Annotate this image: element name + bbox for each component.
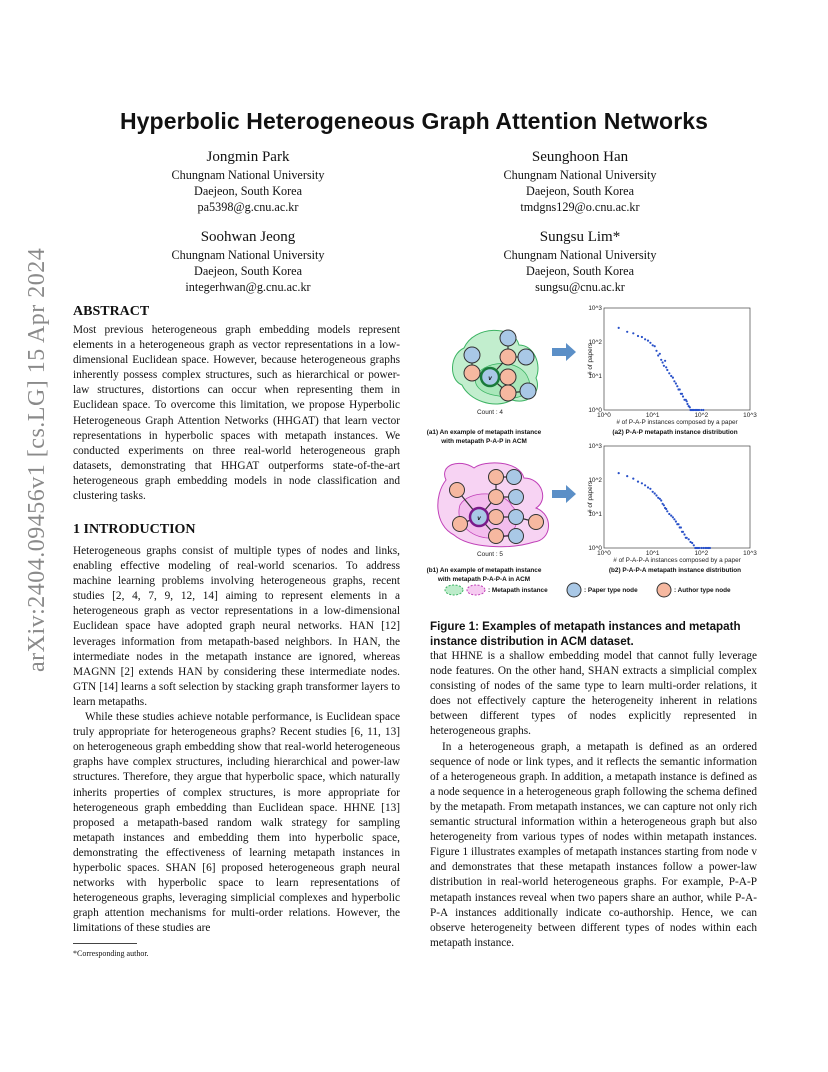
label-b1-line2: with metapath P-A-P-A in ACM <box>437 576 531 583</box>
data-point <box>647 340 649 342</box>
data-point <box>654 345 656 347</box>
arrow-icon <box>552 485 576 503</box>
data-point <box>644 338 646 340</box>
label-a2: (a2) P-A-P metapath instance distribution <box>612 429 738 436</box>
x-tick-label: 10^3 <box>743 412 757 419</box>
data-point <box>641 336 643 338</box>
author-node <box>450 483 465 498</box>
paper-node <box>520 383 536 399</box>
chart-a2 <box>587 305 757 426</box>
data-point <box>676 385 678 387</box>
data-point <box>626 475 628 477</box>
data-point <box>637 335 639 337</box>
y-axis-label: # of papers <box>587 481 594 513</box>
x-tick-label: 10^3 <box>743 550 757 557</box>
plot-frame <box>604 308 750 410</box>
y-tick-label: 10^2 <box>588 477 602 484</box>
author-email: tmdgns129@o.cnu.ac.kr <box>520 200 640 214</box>
x-tick-label: 10^0 <box>597 550 611 557</box>
label-a1-line1: (a1) An example of metapath instance <box>426 429 542 436</box>
intro-text <box>73 544 400 936</box>
author-affiliation: Chungnam National University <box>171 168 325 182</box>
author-node <box>464 365 480 381</box>
abstract-text <box>73 323 400 504</box>
data-point <box>662 361 664 363</box>
data-point <box>679 388 681 390</box>
paper-node <box>509 490 524 505</box>
data-point <box>655 350 657 352</box>
y-tick-label: 10^0 <box>588 545 602 552</box>
author-node <box>489 510 504 525</box>
author-affiliation: Chungnam National University <box>171 248 325 262</box>
data-point <box>641 482 643 484</box>
arxiv-id: arXiv:2404.09456v1 [cs.LG] 15 Apr 2024 <box>24 247 50 672</box>
author-email: integerhwan@g.cnu.ac.kr <box>185 280 311 294</box>
data-point <box>693 544 695 546</box>
chart-b2 <box>587 443 757 564</box>
data-point <box>665 366 667 368</box>
author-location: Daejeon, South Korea <box>194 184 302 198</box>
data-point <box>666 510 668 512</box>
data-point <box>632 478 634 480</box>
node-label: v <box>488 375 492 382</box>
data-point <box>673 380 675 382</box>
x-axis-label: # of P-A-P instances composed by a paper <box>616 419 738 426</box>
author-node <box>489 470 504 485</box>
data-point <box>681 393 683 395</box>
x-tick-label: 10^0 <box>597 412 611 419</box>
paper-node <box>509 510 524 525</box>
data-point <box>677 523 679 525</box>
data-point <box>660 499 662 501</box>
graph-b1 <box>438 463 549 547</box>
author-affiliation: Chungnam National University <box>503 248 657 262</box>
data-point <box>683 533 685 535</box>
count-a: Count : 4 <box>477 409 503 416</box>
author-node <box>500 385 516 401</box>
data-point <box>618 472 620 474</box>
legend-author-label: : Author type node <box>674 587 731 594</box>
y-tick-label: 10^2 <box>588 339 602 346</box>
data-point <box>618 327 620 329</box>
figure-caption: Figure 1: Examples of metapath instances and metapath instance distribution in ACM dataset. <box>430 620 741 648</box>
x-tick-label: 10^2 <box>694 412 709 419</box>
data-point <box>670 375 672 377</box>
author-node <box>489 490 504 505</box>
data-point <box>691 542 693 544</box>
author-name: Sungsu Lim* <box>539 229 621 245</box>
author-email: pa5398@g.cnu.ac.kr <box>197 200 299 214</box>
metapath-legend-pink <box>467 585 485 595</box>
data-point <box>670 515 672 517</box>
data-point <box>644 484 646 486</box>
node-label: v <box>477 515 481 522</box>
intro-paragraph-1: Heterogeneous graphs consist of multiple types of nodes and links, enabling effective modeling of real-world scenarios. To address machine learning problems involving heterogeneous graphs, recent studies [2, 4, 7, 9, 12, 14] aiming to represent elements in a heterogeneous graph as vector representations in a low-dimensional Euclidean space have adopted graph neural networks. HAN [12] leverages information from metapath-based neighbors. In HAN, the intermediate nodes in the metapath instance are ignored, whereas MAGNN [2] extends HAN by considering these intermediate nodes. GTN [14] learns a soft selection by stacking graph transformer layers to learn metapaths. <box>73 545 400 708</box>
right-paragraph-2: In a heterogeneous graph, a metapath is defined as an ordered sequence of node or link types, and it reflects the semantic information of a heterogeneous graph. In addition, a metapath instance is defined as a node sequence in a heterogeneous graph following the schema defined by the metapath. From metapath instances, we can capture not only rich semantic structural information within a heterogeneous graph but also heterogeneity from various types of nodes within metapath instances. Figure 1 illustrates examples of metapath instances starting from node v and demonstrates that these metapath instances follow a power-law distribution in real-world heterogeneous graphs. For example, P-A-P metapath instances reveal when two papers share an author, while P-A-P-A instances additionally indicate co-authorship. Hence, we can observe heterogeneity between different types of nodes within each metapath instance. <box>430 740 757 949</box>
paper-legend-icon <box>567 583 581 597</box>
y-tick-label: 10^0 <box>588 407 602 414</box>
y-axis-label: # of papers <box>587 343 594 375</box>
abstract-paragraph: Most previous heterogeneous graph embedding models represent elements in a heterogeneous graph as vector representations in a low-dimensional Euclidean space. However, because heterogeneous graphs inherently possess complex structures, such as hierarchical or power-law structures, distortions can occur when representing them in Euclidean space. To overcome this limitation, we propose Hyperbolic Heterogeneous Graph Attention Networks (HHGAT) that learn vector representations in hyperbolic spaces with metapath instances. We conducted experiments on three real-world heterogeneous graph datasets, demonstrating that HHGAT outperforms state-of-the-art heterogeneous graph embedding models in node classification and clustering tasks. <box>73 324 400 503</box>
data-point <box>680 526 682 528</box>
label-b1-line1: (b1) An example of metapath instance <box>426 567 542 574</box>
author-node <box>500 349 516 365</box>
data-point <box>672 516 674 518</box>
data-point <box>663 504 665 506</box>
paper-node <box>509 529 524 544</box>
metapath-legend-green <box>445 585 463 595</box>
author-node <box>529 515 544 530</box>
author-block-4 <box>460 228 700 295</box>
author-location: Daejeon, South Korea <box>194 264 302 278</box>
author-block-2 <box>460 148 700 215</box>
data-point <box>652 344 654 346</box>
y-tick-label: 10^3 <box>588 443 602 450</box>
y-tick-label: 10^1 <box>588 511 602 518</box>
author-location: Daejeon, South Korea <box>526 184 634 198</box>
data-point <box>672 377 674 379</box>
data-point <box>652 491 654 493</box>
plot-frame <box>604 446 750 548</box>
author-legend-icon <box>657 583 671 597</box>
data-point <box>688 538 690 540</box>
right-paragraph-1: that HHNE is a shallow embedding model that cannot fully leverage node features. On the other hand, SHAN extracts a simplicial complex consisting of nodes of the same type to learn multi-order relations, it does not effectively capture the heterogeneity inherent in relations between different types of nodes explicitly represented in heterogeneous graphs. <box>430 650 757 738</box>
author-email: sungsu@cnu.ac.kr <box>535 280 625 294</box>
data-point <box>659 353 661 355</box>
data-point <box>686 400 688 402</box>
arrow-icon <box>552 343 576 361</box>
data-point <box>709 547 711 549</box>
author-name: Soohwan Jeong <box>200 229 296 245</box>
data-point <box>700 547 702 549</box>
data-point <box>655 494 657 496</box>
intro-heading: 1 INTRODUCTION <box>73 522 196 537</box>
intro-paragraph-2: While these studies achieve notable performance, is Euclidean space truly appropriate for heterogeneous graphs? Recent studies [6, 11, 13] on heterogeneous graph embedding show that real-world heterogeneous graphs have complex structures, including hierarchical and power-law structures. Therefore, they argue that hyperbolic space, which naturally inherits properties of complex structures, is more appropriate for heterogeneous graph embedding than Euclidean space. HHNE [13] proposed a metapath-based random walk strategy for sampling metapath instances and embedding them into hyperbolic space, demonstrating the effectiveness of learning metapath instances in hyperbolic spaces. SHAN [6] proposed heterogeneous graph neural networks with hyperbolic space to learn representations of heterogeneous graphs, leveraging simplicial complexes and hyperbolic graph attention mechanisms for multi-order relations. However, the limitations of these studies are <box>73 711 400 935</box>
figure-1 <box>424 300 760 602</box>
author-block-1 <box>128 148 368 215</box>
data-point <box>660 359 662 361</box>
data-point <box>659 498 661 500</box>
x-tick-label: 10^1 <box>645 412 660 419</box>
data-point <box>675 382 677 384</box>
data-point <box>668 513 670 515</box>
data-point <box>682 395 684 397</box>
footnote: *Corresponding author. <box>73 949 149 958</box>
data-point <box>686 537 688 539</box>
data-point <box>698 547 700 549</box>
label-b2: (b2) P-A-P-A metapath instance distribution <box>608 567 742 574</box>
data-point <box>626 331 628 333</box>
author-node <box>500 369 516 385</box>
label-a1-line2: with metapath P-A-P in ACM <box>441 438 527 445</box>
y-tick-label: 10^1 <box>588 373 602 380</box>
data-point <box>647 486 649 488</box>
author-node <box>489 529 504 544</box>
data-point <box>666 369 668 371</box>
x-axis-label: # of P-A-P-A instances composed by a paper <box>613 557 741 564</box>
right-column-text <box>430 649 757 951</box>
data-point <box>682 531 684 533</box>
paper-node <box>500 330 516 346</box>
data-point <box>654 492 656 494</box>
data-point <box>686 403 688 405</box>
data-point <box>675 520 677 522</box>
author-name: Seunghoon Han <box>531 149 629 165</box>
data-point <box>702 547 704 549</box>
figure-legend <box>445 583 731 597</box>
paper-node <box>464 347 480 363</box>
paper-node <box>507 470 522 485</box>
data-point <box>632 332 634 334</box>
paper-node <box>518 349 534 365</box>
data-point <box>665 508 667 510</box>
y-tick-label: 10^3 <box>588 305 602 312</box>
data-point <box>664 360 666 362</box>
author-block-3 <box>128 228 368 295</box>
legend-metapath-label: : Metapath instance <box>488 587 548 594</box>
data-point <box>649 342 651 344</box>
author-name: Jongmin Park <box>206 149 290 165</box>
footnote-rule <box>73 943 137 944</box>
author-location: Daejeon, South Korea <box>526 264 634 278</box>
data-point <box>700 409 702 411</box>
abstract-heading: ABSTRACT <box>73 304 150 319</box>
legend-paper-label: : Paper type node <box>584 587 638 594</box>
data-point <box>673 518 675 520</box>
count-b: Count : 5 <box>477 551 503 558</box>
x-tick-label: 10^1 <box>645 550 660 557</box>
author-node <box>453 517 468 532</box>
arxiv-sidebar <box>22 247 56 680</box>
data-point <box>637 481 639 483</box>
data-point <box>663 365 665 367</box>
x-tick-label: 10^2 <box>694 550 709 557</box>
data-point <box>702 409 704 411</box>
paper-title: Hyperbolic Heterogeneous Graph Attention Networks <box>119 108 709 134</box>
data-point <box>668 372 670 374</box>
author-affiliation: Chungnam National University <box>503 168 657 182</box>
data-point <box>698 409 700 411</box>
data-point <box>657 354 659 356</box>
data-point <box>649 488 651 490</box>
graph-a1 <box>452 330 538 404</box>
data-point <box>689 406 691 408</box>
